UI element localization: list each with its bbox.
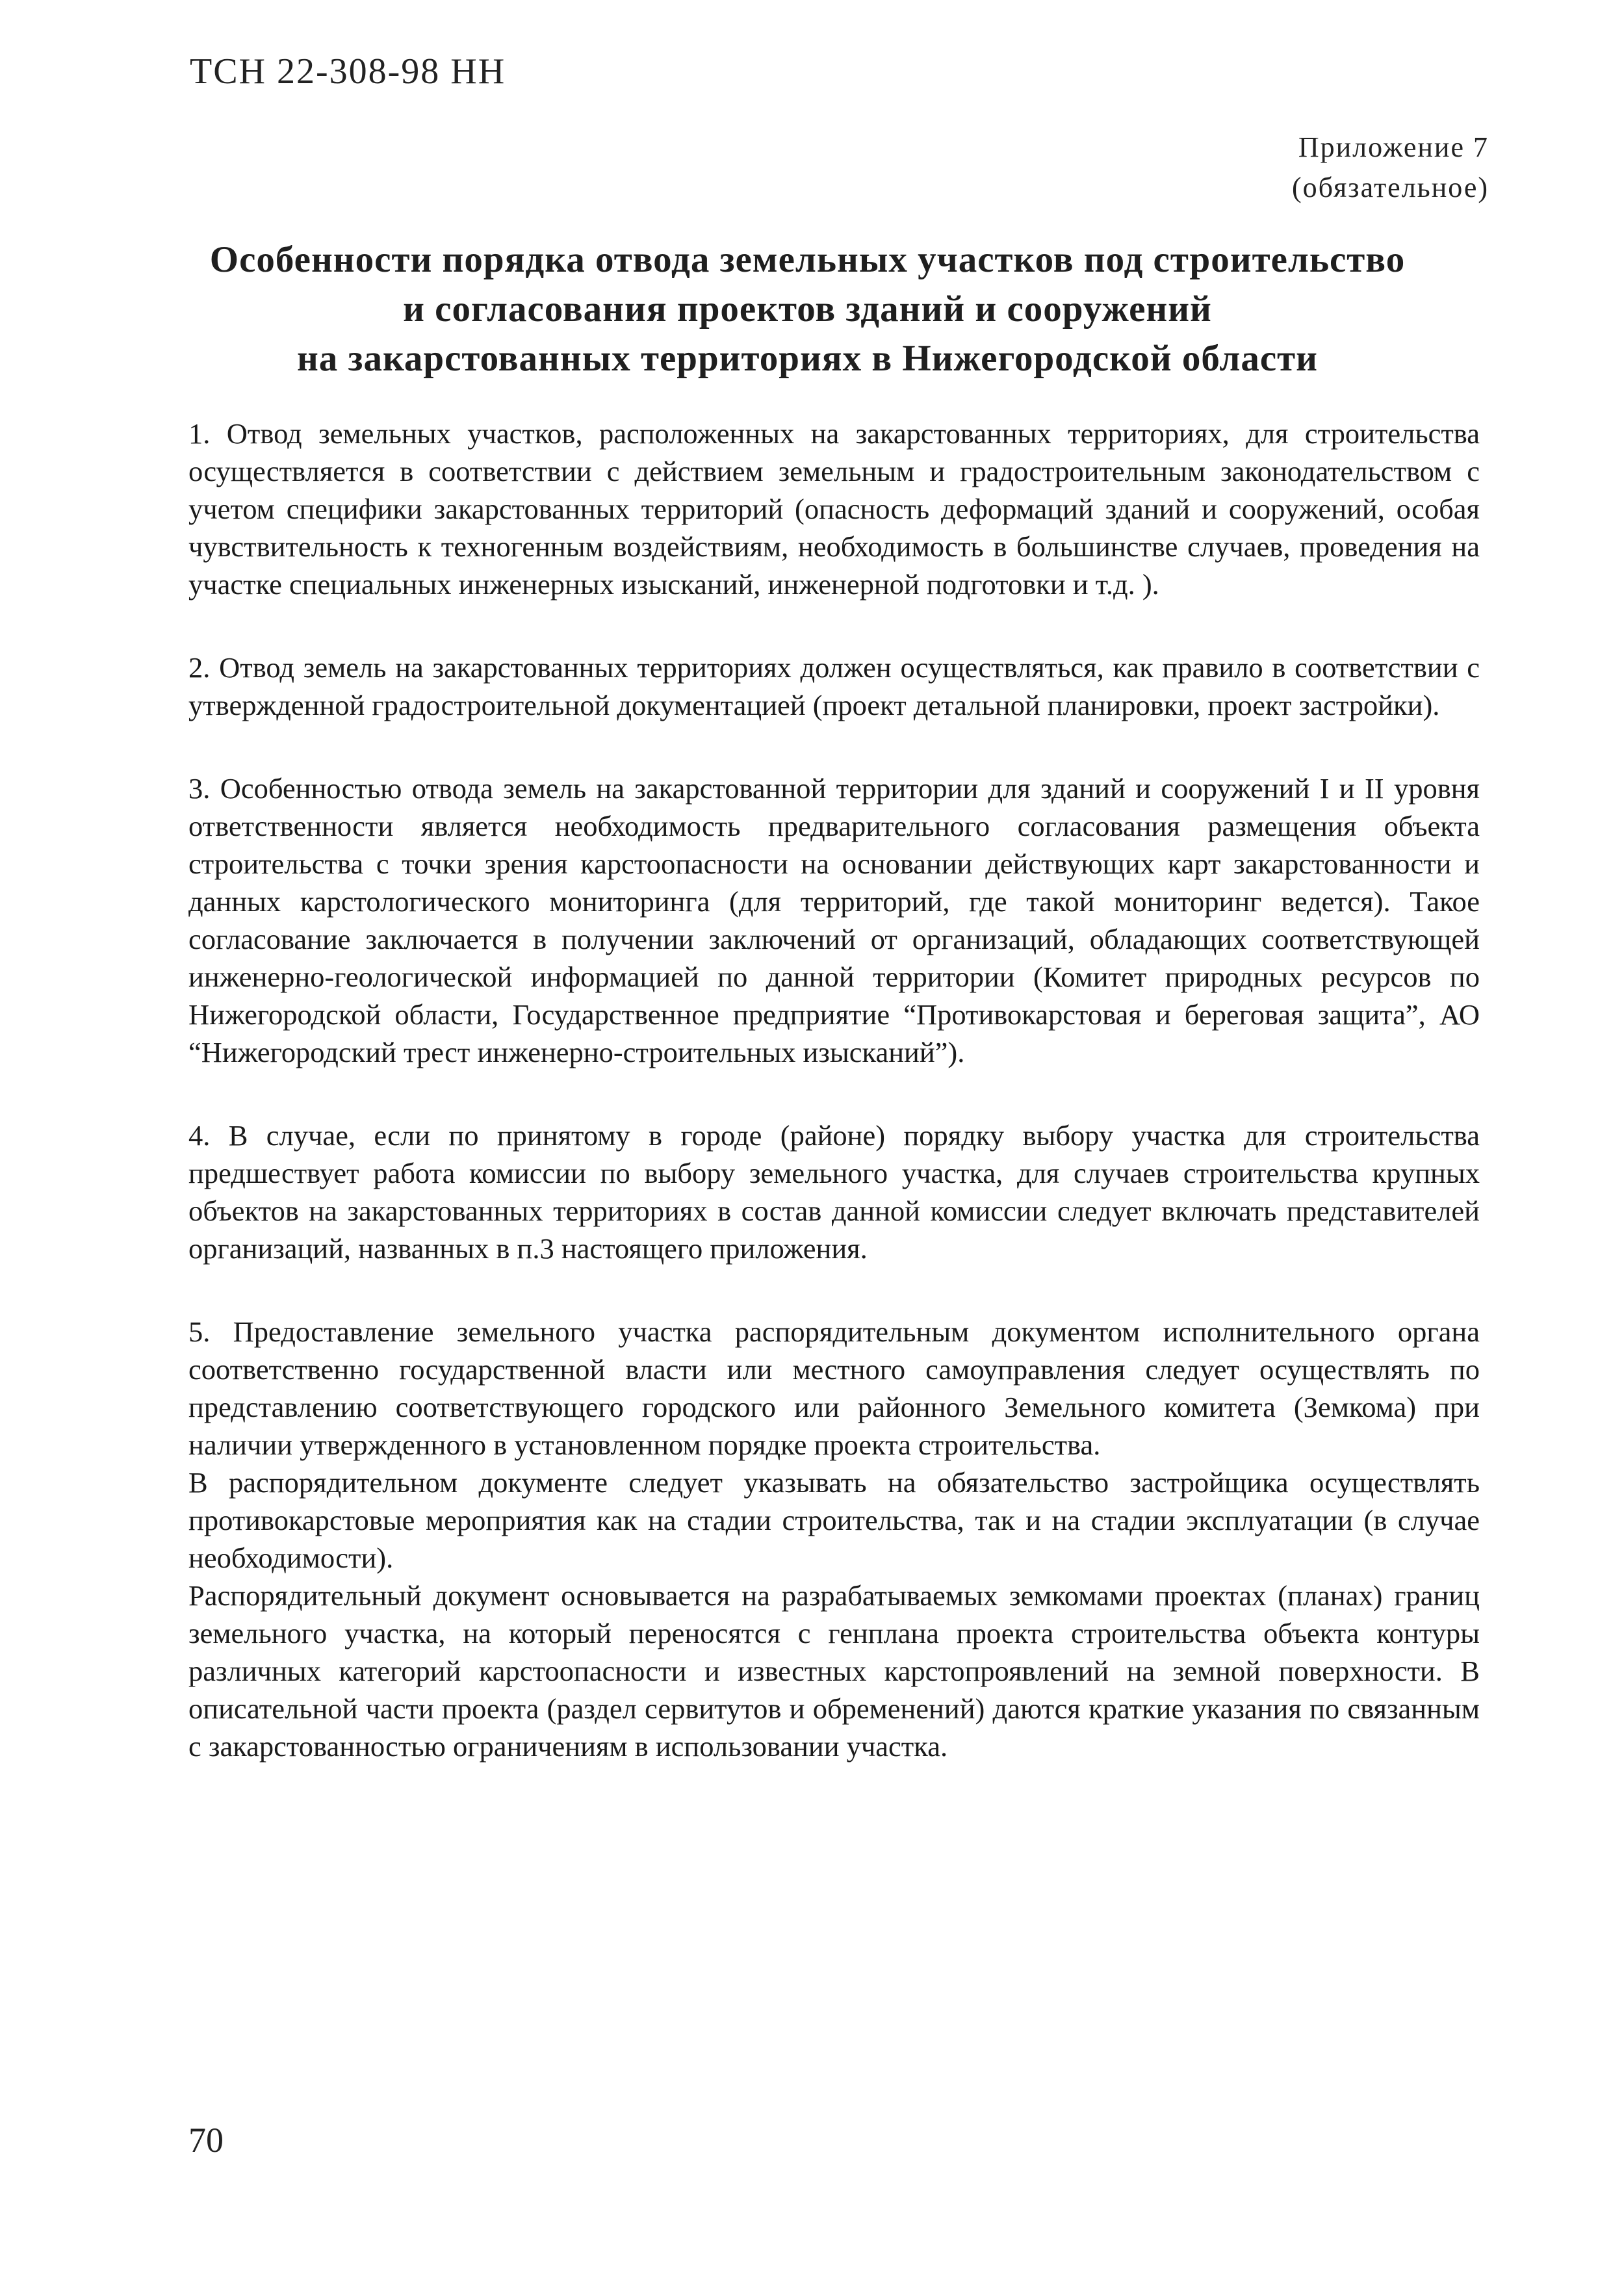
page-number: 70 — [188, 2121, 224, 2160]
paragraph-5-continuation-1: В распорядительном документе следует указывать на обязательство застройщика осуществлять противокарстовые мероприятия как на стадии строительства, так и на стадии эксплуатации (в случае необходимости). — [188, 1466, 1480, 1574]
paragraph-2: 2. Отвод земель на закарстованных территориях должен осуществляться, как правило в соответствии с утвержденной градостроительной документацией (проект детальной планировки, проект застройки). — [188, 651, 1480, 721]
page-title — [188, 235, 1426, 383]
appendix-block — [1292, 127, 1489, 208]
paragraph-5-continuation-2: Распорядительный документ основывается на разрабатываемых земкомами проектах (планах) границ земельного участка, на который переносятся с генплана проекта строительства объекта контуры различных категорий карстоопасности и известных карстопроявлений на земной поверхности. В описательной части проекта (раздел сервитутов и обременений) даются краткие указания по связанным с закарстованностью ограничениям в использовании участка. — [188, 1579, 1480, 1763]
doc-code: ТСН 22-308-98 НН — [190, 51, 506, 92]
paragraph-5: 5. Предоставление земельного участка распорядительным документом исполнительного органа соответственно государственной власти или местного самоуправления следует осуществлять по представлению соответствующего городского или районного Земельного комитета (Земкома) при наличии утвержденного в установленном порядке проекта строительства. — [188, 1315, 1480, 1461]
title-line-1: Особенности порядка отвода земельных участков под строительство — [209, 239, 1406, 280]
paragraph-1: 1. Отвод земельных участков, расположенных на закарстованных территориях, для строительства осуществляется в соответствии с действием земельным и градостроительным законодательством с учетом специфики закарстованных территорий (опасность деформаций зданий и сооружений, особая чувствительность к техногенным воздействиям, необходимость в большинстве случаев, проведения на участке специальных инженерных изысканий, инженерной подготовки и т.д. ). — [188, 417, 1480, 601]
appendix-label: Приложение 7 — [1298, 131, 1489, 163]
paragraph-3: 3. Особенностью отвода земель на закарстованной территории для зданий и сооружений I и II уровня ответственности является необходимость предварительного согласования размещения объекта строительства с точки зрения карстоопасности на основании действующих карт закарстованности и данных карстологического мониторинга (для территорий, где такой мониторинг ведется). Такое согласование заключается в получении заключений от организаций, обладающих соответствующей инженерно-геологической информацией по данной территории (Комитет природных ресурсов по Нижегородской области, Государственное предприятие “Противокарстовая и береговая защита”, АО “Нижегородский трест инженерно-строительных изысканий”). — [188, 772, 1480, 1068]
appendix-status: (обязательное) — [1292, 172, 1489, 203]
title-line-2: и согласования проектов зданий и сооружений — [403, 289, 1212, 329]
document-body — [188, 415, 1480, 1765]
title-line-3: на закарстованных территориях в Нижегородской области — [296, 338, 1319, 379]
paragraph-4: 4. В случае, если по принятому в городе (районе) порядку выбору участка для строительства предшествует работа комиссии по выбору земельного участка, для случаев строительства крупных объектов на закарстованных территориях в состав данной комиссии следует включать представителей организаций, названных в п.3 настоящего приложения. — [188, 1119, 1480, 1265]
